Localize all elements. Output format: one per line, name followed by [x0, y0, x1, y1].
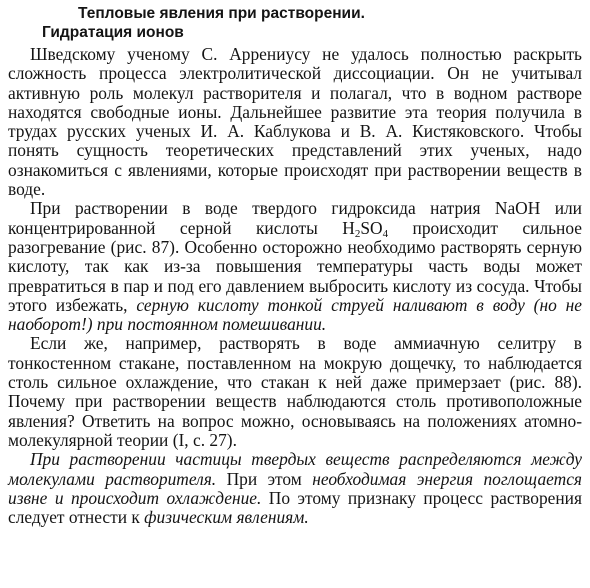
section-heading: [8, 4, 582, 42]
heading-line-1: Тепловые явления при растворении.: [78, 5, 365, 22]
subscript-4: 4: [382, 227, 389, 240]
paragraph-4-italic-2: необходимая энергия поглощается извне и происходит охлаждение.: [8, 468, 583, 508]
paragraph-cooling: [8, 334, 582, 450]
paragraph-2-text-b: SO: [360, 217, 383, 238]
subscript-2: 2: [354, 227, 361, 240]
paragraph-2-text-c: происходит сильное разогревание (рис. 87). Особенно осторожно необходимо растворять серную кислоту, так как из-за повышения температуры часть воды может превратиться в пар и под его давлением выбросить кислоту из сосуда. Чтобы этого избежать,: [8, 217, 582, 315]
paragraph-4-text-1: При этом: [216, 468, 313, 489]
paragraph-conclusion: [8, 450, 582, 527]
paragraph-4-italic-3: физическим явлениям.: [144, 507, 309, 528]
paragraph-2-text-a: При растворении в воде твердого гидроксида натрия NaOH или концентрированной серной кислоты H: [8, 198, 582, 238]
paragraph-2-italic-rule: серную кислоту тонкой струей наливают в воду (но не наоборот!) при постоянном помешивании.: [8, 294, 582, 335]
paragraph-4-text-2: По этому признаку процесс растворения следует отнести к: [8, 487, 582, 528]
heading-line-2: Гидратация ионов: [42, 24, 184, 41]
paragraph-heating: [8, 199, 582, 334]
paragraph-1-text: Шведскому ученому С. Аррениусу не удалось полностью раскрыть сложность процесса электролитической диссоциации. Он не учитывал активную роль молекул растворителя и полагал, что в водном растворе находятся свободные ионы. Дальнейшее развитие эта теория получила в трудах русских ученых И. А. Каблукова и В. А. Кистяковского. Чтобы понять сущность теоретических представлений этих ученых, надо ознакомиться с явлениями, которые происходят при растворении веществ в воде.: [8, 44, 582, 200]
paragraph-arrhenius: [8, 45, 582, 199]
paragraph-4-italic-1: При растворении частицы твердых веществ распределяются между молекулами растворителя.: [8, 449, 582, 489]
paragraph-3-text: Если же, например, растворять в воде аммиачную селитру в тонкостенном стакане, поставленном на мокрую дощечку, то наблюдается столь сильное охлаждение, что стакан к ней даже примерзает (рис. 88). Почему при растворении веществ наблюдаются столь противоположные явления? Ответить на вопрос можно, основываясь на положениях атомно-молекулярной теории (I, с. 27).: [8, 333, 582, 450]
